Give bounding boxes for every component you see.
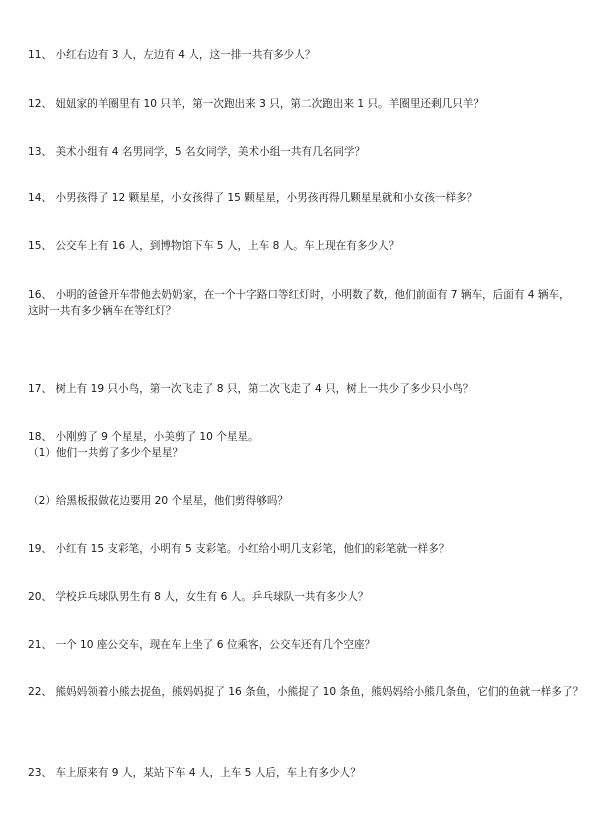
- question-16-text-line-2: 这时一共有多少辆车在等红灯？: [28, 305, 177, 317]
- question-13-text: 13、 美术小组有 4 名男同学，5 名女同学，美术小组一共有几名同学？: [28, 146, 366, 158]
- question-11-text: 11、 小红右边有 3 人，左边有 4 人，这一排一共有多少人？: [28, 49, 316, 61]
- question-18-part-2: （2）给黑板报做花边要用 20 个星星，他们剪得够吗？: [28, 495, 289, 507]
- question-20-text: 20、 学校乒乓球队男生有 8 人，女生有 6 人。乒乓球队一共有多少人？: [28, 591, 369, 603]
- question-12-text: 12、 妞妞家的羊圈里有 10 只羊，第一次跑出来 3 只，第二次跑出来 1 只。羊圈里还剩几只羊？: [28, 98, 484, 110]
- question-14-text: 14、 小男孩得了 12 颗星星，小女孩得了 15 颗星星，小男孩再得几颗星星就和小女孩一样多？: [28, 192, 478, 204]
- question-17-text: 17、 树上有 19 只小鸟，第一次飞走了 8 只，第二次飞走了 4 只，树上一共少了多少只小鸟？: [28, 383, 474, 395]
- question-16-text-line-1: 16、 小明的爸爸开车带他去奶奶家，在一个十字路口等红灯时，小明数了数，他们前面有 7 辆车，后面有 4 辆车，: [28, 289, 570, 301]
- question-21-text: 21、 一个 10 座公交车，现在车上坐了 6 位乘客，公交车还有几个空座？: [28, 639, 376, 651]
- question-22-text: 22、 熊妈妈领着小熊去捉鱼，熊妈妈捉了 16 条鱼，小熊捉了 10 条鱼，熊妈妈给小熊几条鱼，它们的鱼就一样多了？: [28, 686, 584, 698]
- question-19-text: 19、 小红有 15 支彩笔，小明有 5 支彩笔。小红给小明几支彩笔，他们的彩笔就一样多？: [28, 543, 450, 555]
- question-18-text: 18、 小刚剪了 9 个星星，小美剪了 10 个星星。: [28, 431, 259, 443]
- question-15-text: 15、 公交车上有 16 人，到博物馆下车 5 人，上车 8 人。车上现在有多少人？: [28, 240, 400, 252]
- question-23-text: 23、 车上原来有 9 人，某站下车 4 人，上车 5 人后，车上有多少人？: [28, 767, 361, 779]
- question-18-part-1: （1）他们一共剪了多少个星星？: [28, 447, 184, 459]
